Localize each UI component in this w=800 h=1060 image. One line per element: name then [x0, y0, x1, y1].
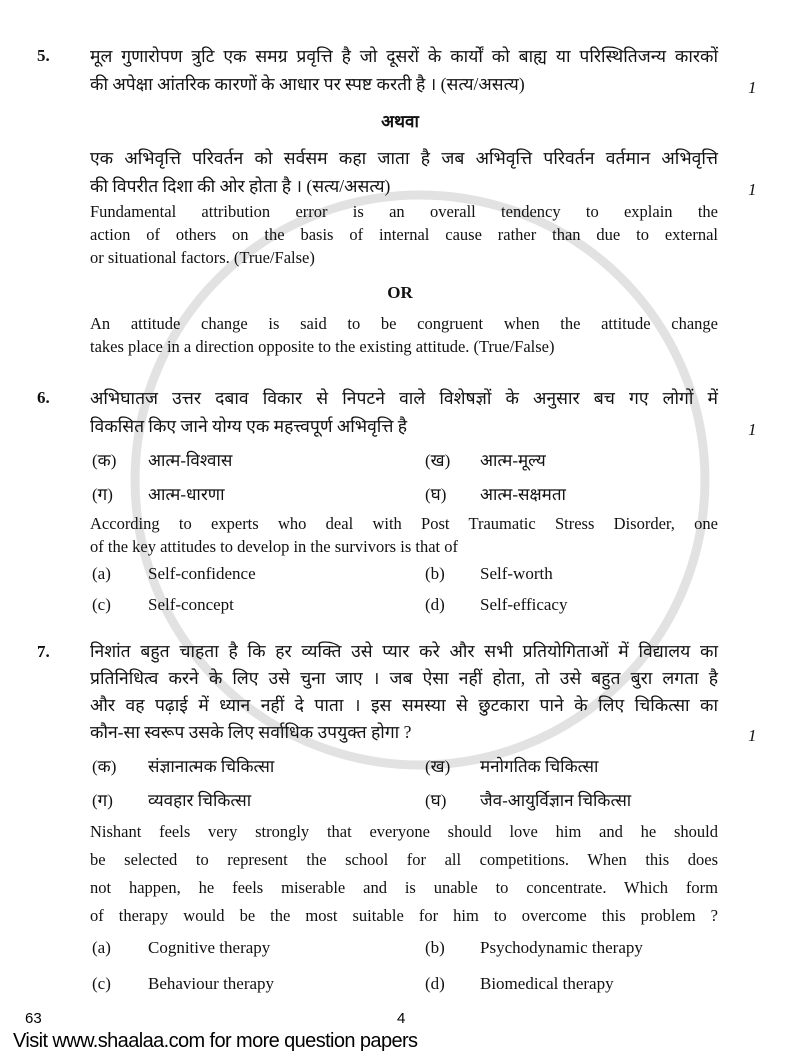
question-6-number: 6. [37, 388, 50, 407]
q6-english-option-label: (a) [92, 564, 111, 583]
q5-alt-marks: 1 [748, 180, 757, 199]
q7-english-option-label: (b) [425, 938, 445, 957]
q7-hindi-line: प्रतिनिधित्व करने के लिए उसे चुना जाए । जब ऐसा नहीं होता, तो उसे बहुत बुरा लगता है [90, 668, 718, 688]
q5-or-english: OR [387, 283, 413, 302]
q7-hindi-line: और वह पढ़ाई में ध्यान नहीं दे पाता । इस समस्या से छुटकारा पाने के लिए चिकित्सा का [90, 695, 718, 715]
q7-english-option: Cognitive therapy [148, 938, 271, 957]
question-6 [0, 384, 800, 440]
q5-hindi-line: की अपेक्षा आंतरिक कारणों के आधार पर स्पष्ट करती है । (सत्य/असत्य) [90, 74, 525, 94]
q7-english-option: Psychodynamic therapy [480, 938, 643, 957]
q7-english-option: Behaviour therapy [148, 974, 275, 993]
q7-hindi-option: व्यवहार चिकित्सा [148, 791, 252, 810]
q7-hindi-option-label: (ग) [92, 791, 113, 810]
q6-english-option-label: (d) [425, 595, 445, 614]
q7-english-option-label: (d) [425, 974, 445, 993]
q7-hindi-option: जैव-आयुर्विज्ञान चिकित्सा [480, 791, 632, 810]
q6-english-option: Self-efficacy [480, 595, 568, 614]
q7-marks: 1 [748, 726, 757, 745]
q7-english-line: of therapy would be the most suitable for him to overcome this problem ? [90, 906, 718, 925]
q7-english-option: Biomedical therapy [480, 974, 614, 993]
q7-hindi-options [92, 750, 720, 818]
q6-marks: 1 [748, 420, 757, 439]
q7-hindi-option-label: (क) [92, 757, 117, 776]
visit-link[interactable]: Visit www.shaalaa.com for more question papers [13, 1030, 418, 1052]
footer [0, 1010, 800, 1027]
q7-english-option-label: (a) [92, 938, 111, 957]
q6-hindi-options [92, 444, 720, 512]
q5-alt-english-line: An attitude change is said to be congruent when the attitude change [90, 314, 718, 333]
page-number: 4 [397, 1010, 406, 1027]
q6-english-line: According to experts who deal with Post Traumatic Stress Disorder, one [90, 514, 718, 533]
question-7 [0, 638, 800, 746]
q6-hindi-line: विकसित किए जाने योग्य एक महत्त्वपूर्ण अभिवृत्ति है [90, 416, 408, 436]
q6-hindi-option-label: (ग) [92, 485, 113, 504]
q7-english-option-label: (c) [92, 974, 111, 993]
q7-hindi-line: निशांत बहुत चाहता है कि हर व्यक्ति उसे प्यार करे और सभी प्रतियोगिताओं में विद्यालय का [90, 641, 718, 661]
question-5 [0, 42, 800, 98]
q6-hindi-line: अभिघातज उत्तर दबाव विकार से निपटने वाले विशेषज्ञों के अनुसार बच गए लोगों में [90, 388, 718, 408]
q6-hindi-option-label: (क) [92, 451, 117, 470]
q6-hindi-option-label: (घ) [425, 485, 447, 504]
q7-hindi-option: संज्ञानात्मक चिकित्सा [148, 757, 275, 776]
q6-english-option-label: (b) [425, 564, 445, 583]
q5-alt-hindi-line: एक अभिवृत्ति परिवर्तन को सर्वसम कहा जाता है जब अभिवृत्ति परिवर्तन वर्तमान अभिवृत्ति [90, 148, 718, 168]
q5-alt-hindi-line: की विपरीत दिशा की ओर होता है । (सत्य/असत्य) [90, 176, 391, 196]
q6-english-options [92, 558, 720, 620]
q6-english-option: Self-confidence [148, 564, 256, 583]
q7-hindi-option: मनोगतिक चिकित्सा [480, 757, 599, 776]
q6-english-option: Self-concept [148, 595, 234, 614]
q7-english-line: Nishant feels very strongly that everyone should love him and he should [90, 822, 718, 841]
q5-english-line: or situational factors. (True/False) [90, 248, 315, 267]
q7-english-line: not happen, he feels miserable and is unable to concentrate. Which form [90, 878, 718, 897]
q6-hindi-option: आत्म-सक्षमता [480, 485, 566, 504]
q7-hindi-line: कौन-सा स्वरूप उसके लिए सर्वाधिक उपयुक्त होगा ? [90, 722, 412, 742]
q6-hindi-option-label: (ख) [425, 451, 451, 470]
q7-hindi-option-label: (ख) [425, 757, 451, 776]
q7-hindi-option-label: (घ) [425, 791, 447, 810]
q6-hindi-option: आत्म-विश्वास [148, 451, 233, 470]
q5-alt-english-line: takes place in a direction opposite to the existing attitude. (True/False) [90, 337, 555, 356]
question-7-number: 7. [37, 642, 50, 661]
q5-english-line: action of others on the basis of internal cause rather than due to external [90, 225, 718, 244]
q5-or-hindi: अथवा [381, 112, 419, 131]
q6-hindi-option: आत्म-धारणा [148, 485, 225, 504]
q6-english-option-label: (c) [92, 595, 111, 614]
q5-hindi-line: मूल गुणारोपण त्रुटि एक समग्र प्रवृत्ति है जो दूसरों के कार्यों को बाह्य या परिस्थितिजन्य कारकों [90, 46, 718, 66]
q6-english-line: of the key attitudes to develop in the survivors is that of [90, 537, 458, 556]
q5-english-line: Fundamental attribution error is an overall tendency to explain the [90, 202, 718, 221]
question-5-number: 5. [37, 46, 50, 65]
q7-english-line: be selected to represent the school for all competitions. When this does [90, 850, 718, 869]
q7-english-options [92, 930, 720, 1002]
paper-code: 63 [25, 1010, 42, 1027]
q5-marks: 1 [748, 78, 757, 97]
q6-hindi-option: आत्म-मूल्य [480, 451, 546, 470]
q6-english-option: Self-worth [480, 564, 553, 583]
